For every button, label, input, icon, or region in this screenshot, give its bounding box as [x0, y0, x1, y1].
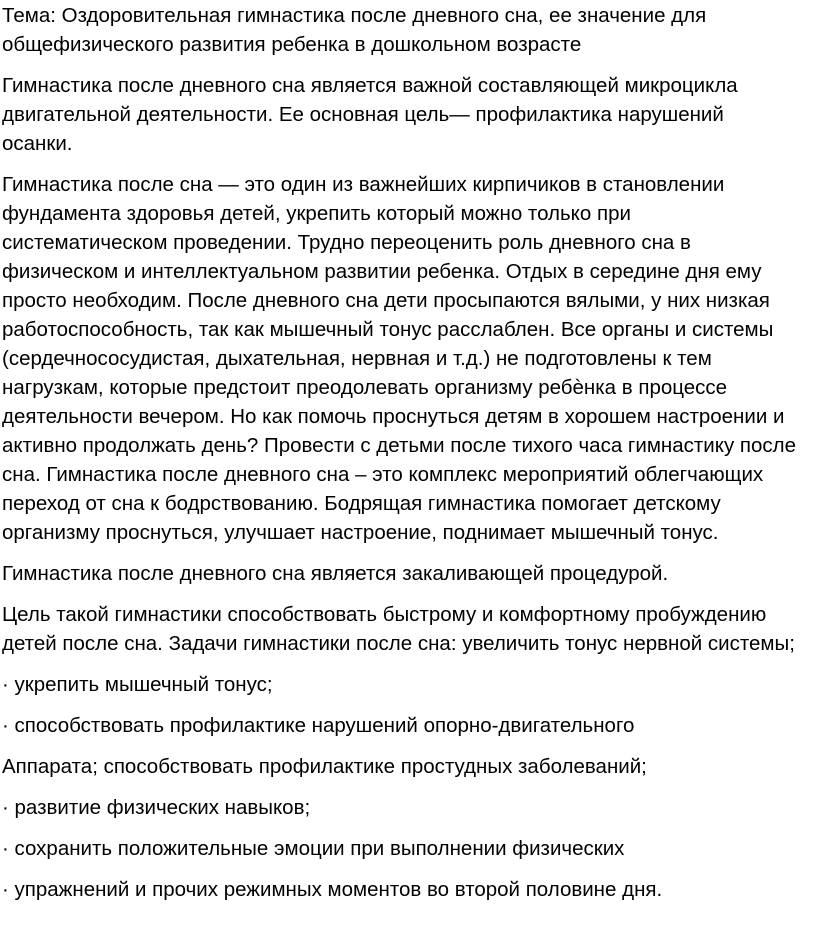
text-line: физическом и интеллектуальном развитии ребенка. Отдых в середине дня ему	[2, 260, 762, 283]
list-item	[2, 793, 814, 822]
text-line: · развитие физических навыков;	[2, 796, 311, 819]
text-line: · способствовать профилактике нарушений опорно-двигательного	[2, 714, 635, 737]
text-line: организму проснуться, улучшает настроение, поднимает мышечный тонус.	[2, 521, 719, 544]
text-line: сна. Гимнастика после дневного сна – это комплекс мероприятий облегчающих	[2, 463, 764, 486]
text-line: Аппарата; способствовать профилактике простудных заболеваний;	[2, 755, 647, 778]
paragraph-goal-tasks	[2, 600, 814, 658]
text-line: деятельности вечером. Но как помочь проснуться детям в хорошем настроении и	[2, 405, 785, 428]
text-line: работоспособность, так как мышечный тонус расслаблен. Все органы и системы	[2, 318, 774, 341]
text-line: фундамента здоровья детей, укрепить который можно только при	[2, 202, 631, 225]
text-line: Цель такой гимнастики способствовать быстрому и комфортному пробуждению	[2, 603, 767, 626]
document-title	[2, 1, 814, 59]
text-line: просто необходим. После дневного сна дети просыпаются вялыми, у них низкая	[2, 289, 770, 312]
text-line: активно продолжать день? Провести с детьми после тихого часа гимнастику после	[2, 434, 797, 457]
text-line: · укрепить мышечный тонус;	[2, 673, 273, 696]
paragraph-importance	[2, 170, 814, 547]
list-item	[2, 834, 814, 863]
list-item	[2, 752, 814, 781]
text-line: нагрузкам, которые предстоит преодолевать организму ребѐнка в процессе	[2, 376, 728, 399]
text-line: двигательной деятельности. Ее основная цель— профилактика нарушений	[2, 103, 724, 126]
text-line: Гимнастика после сна — это один из важнейших кирпичиков в становлении	[2, 173, 725, 196]
text-line: · упражнений и прочих режимных моментов во второй половине дня.	[2, 878, 663, 901]
title-line: Тема: Оздоровительная гимнастика после дневного сна, ее значение для	[2, 4, 707, 27]
paragraph-main-goal	[2, 71, 814, 158]
list-item	[2, 670, 814, 699]
text-line: детей после сна. Задачи гимнастики после сна: увеличить тонус нервной системы;	[2, 632, 795, 655]
text-line: · сохранить положительные эмоции при выполнении физических	[2, 837, 625, 860]
text-line: систематическом проведении. Трудно переоценить роль дневного сна в	[2, 231, 691, 254]
list-item	[2, 711, 814, 740]
paragraph-hardening	[2, 559, 814, 588]
list-item	[2, 875, 814, 904]
text-line: Гимнастика после дневного сна является закаливающей процедурой.	[2, 562, 669, 585]
text-line: (сердечнососудистая, дыхательная, нервная и т.д.) не подготовлены к тем	[2, 347, 712, 370]
text-line: осанки.	[2, 132, 73, 155]
text-line: переход от сна к бодрствованию. Бодрящая гимнастика помогает детскому	[2, 492, 721, 515]
title-line: общефизического развития ребенка в дошкольном возрасте	[2, 33, 582, 56]
text-line: Гимнастика после дневного сна является важной составляющей микроцикла	[2, 74, 738, 97]
